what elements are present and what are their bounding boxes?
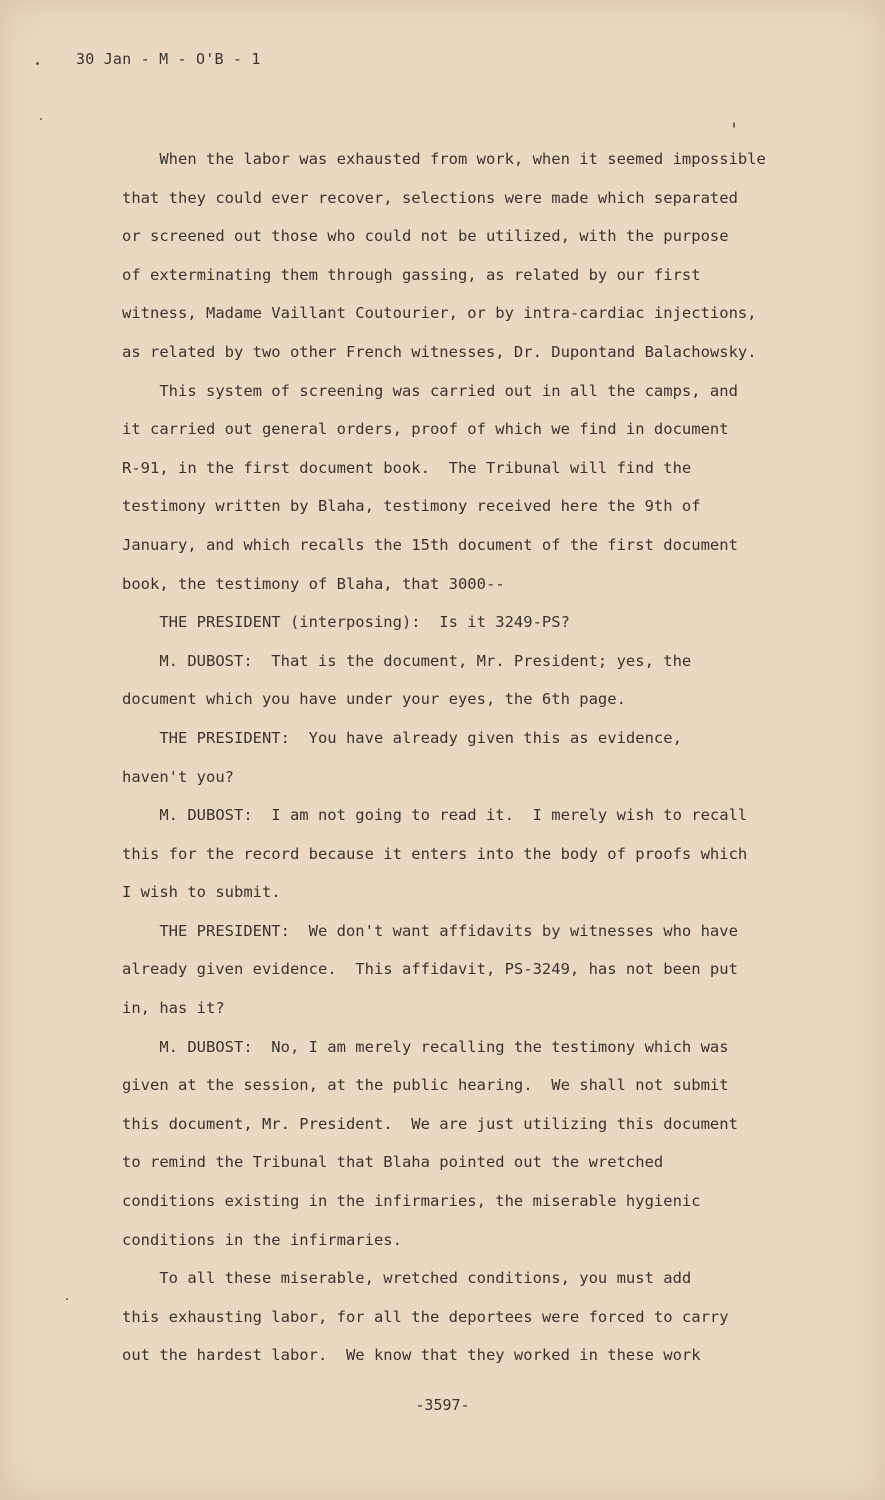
transcript-line: I wish to submit. xyxy=(122,883,281,902)
transcript-line: witness, Madame Vaillant Coutourier, or by intra-cardiac injections, xyxy=(122,304,757,323)
transcript-line: that they could ever recover, selections were made which separated xyxy=(122,188,738,207)
page-number: -3597- xyxy=(415,1396,470,1414)
transcript-line: it carried out general orders, proof of which we find in document xyxy=(122,420,729,439)
transcript-line: given at the session, at the public hearing. We shall not submit xyxy=(122,1076,729,1095)
transcript-line: as related by two other French witnesses, Dr. Dupontand Balachowsky. xyxy=(122,342,757,361)
transcript-line: When the labor was exhausted from work, when it seemed impossible xyxy=(122,150,766,168)
page-reference-header: 30 Jan - M - O'B - 1 xyxy=(76,50,261,68)
transcript-line: M. DUBOST: No, I am merely recalling the testimony which was xyxy=(122,1037,729,1056)
transcript-line: in, has it? xyxy=(122,999,225,1018)
transcript-line: testimony written by Blaha, testimony received here the 9th of xyxy=(122,497,701,516)
transcript-line: to remind the Tribunal that Blaha pointed out the wretched xyxy=(122,1153,664,1172)
transcript-line: conditions existing in the infirmaries, the miserable hygienic xyxy=(122,1192,701,1211)
transcript-line: THE PRESIDENT (interposing): Is it 3249-PS? xyxy=(122,613,570,632)
transcript-line: of exterminating them through gassing, as related by our first xyxy=(122,265,701,284)
transcript-line: R-91, in the first document book. The Tribunal will find the xyxy=(122,458,692,477)
paper-speck xyxy=(733,122,735,128)
transcript-line: this exhausting labor, for all the deportees were forced to carry xyxy=(122,1307,729,1326)
transcript-line: To all these miserable, wretched conditions, you must add xyxy=(122,1269,692,1288)
transcript-body xyxy=(122,140,812,1375)
transcript-line: already given evidence. This affidavit, PS-3249, has not been put xyxy=(122,960,738,979)
transcript-line: This system of screening was carried out in all the camps, and xyxy=(122,381,738,400)
paper-speck xyxy=(40,118,42,120)
transcript-line: THE PRESIDENT: We don't want affidavits by witnesses who have xyxy=(122,921,738,940)
transcript-line: M. DUBOST: I am not going to read it. I merely wish to recall xyxy=(122,806,748,825)
paper-speck xyxy=(36,62,39,65)
transcript-line: this for the record because it enters into the body of proofs which xyxy=(122,844,748,863)
transcript-line: M. DUBOST: That is the document, Mr. President; yes, the xyxy=(122,651,692,670)
transcript-line: this document, Mr. President. We are just utilizing this document xyxy=(122,1114,738,1133)
paper-speck xyxy=(66,1298,68,1300)
transcript-line: out the hardest labor. We know that they worked in these work xyxy=(122,1346,701,1365)
transcript-line: January, and which recalls the 15th document of the first document xyxy=(122,535,738,554)
transcript-line: document which you have under your eyes, the 6th page. xyxy=(122,690,626,709)
transcript-line: book, the testimony of Blaha, that 3000-- xyxy=(122,574,505,593)
transcript-line: haven't you? xyxy=(122,767,234,786)
transcript-line: or screened out those who could not be utilized, with the purpose xyxy=(122,227,729,246)
transcript-line: conditions in the infirmaries. xyxy=(122,1230,402,1249)
transcript-line: THE PRESIDENT: You have already given this as evidence, xyxy=(122,728,682,747)
